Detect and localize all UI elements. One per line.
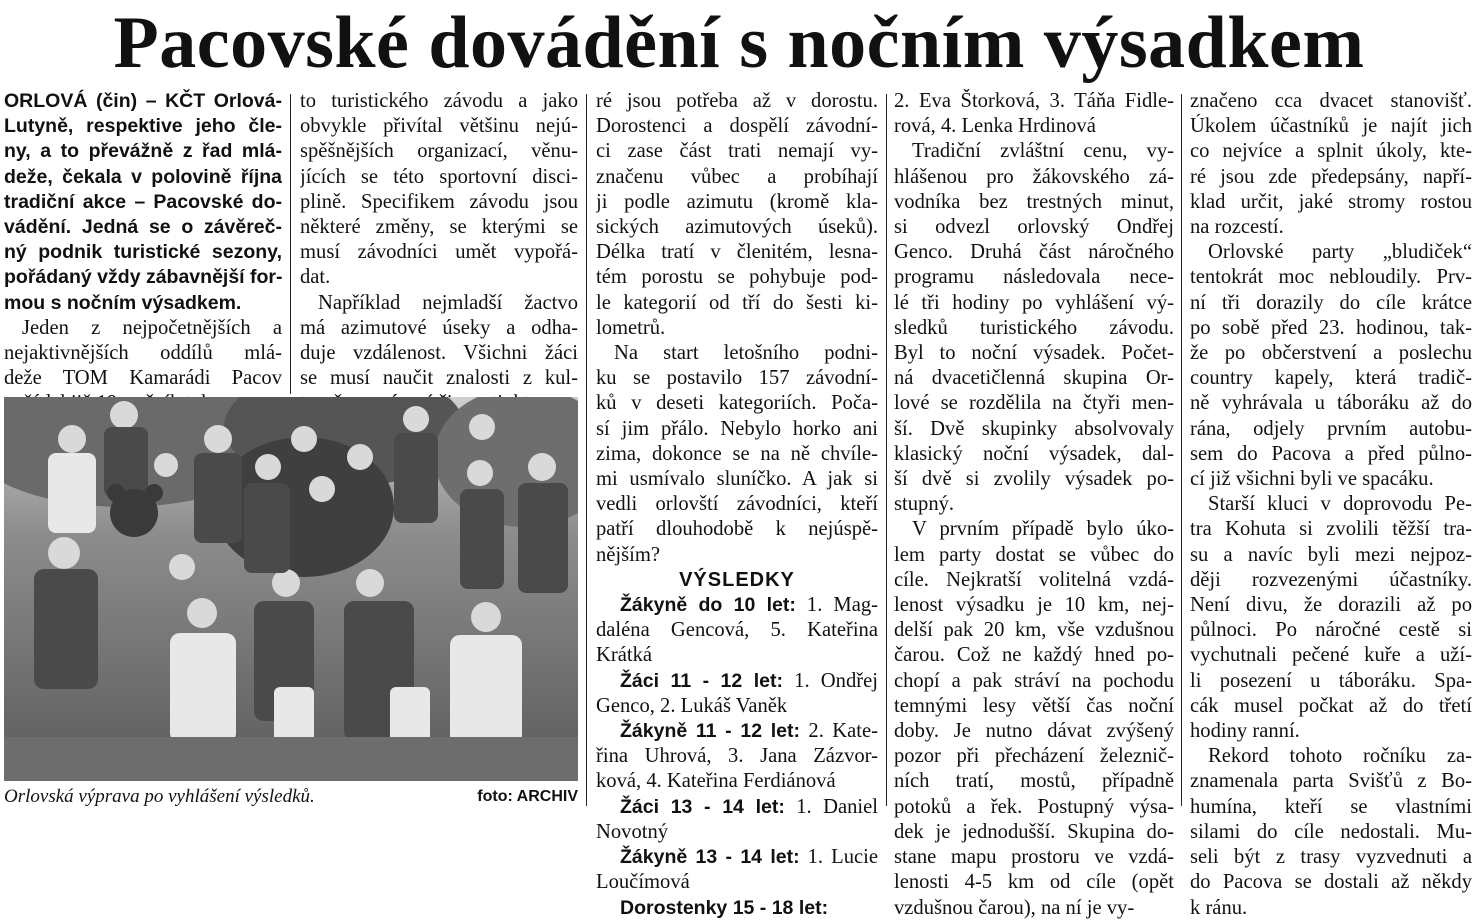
result-category: Žákyně do 10 let: — [620, 594, 796, 617]
text-line: Na start letošního podni- — [614, 342, 878, 365]
text-line: silami do cíle nedostali. Mu- — [1190, 820, 1472, 843]
column-rule — [886, 94, 887, 806]
text-line: le kategorií od tří do šesti ki- — [596, 291, 878, 314]
text-line: čarou. Což ne každý hned po- — [894, 644, 1174, 667]
text-line: do Pacova se dostali až někdy — [1190, 871, 1472, 894]
results-heading: VÝSLEDKY — [679, 568, 795, 591]
text-line: hodiny ranní. — [1190, 720, 1300, 743]
text-line: rána, odjely prvním autobu- — [1190, 417, 1472, 440]
text-line: lometrů. — [596, 316, 666, 339]
text-line: ci zase část trati nemají vy- — [596, 140, 878, 163]
text-line: rová, 4. Lenka Hrdinová — [894, 115, 1096, 138]
body-paragraph — [1190, 492, 1472, 744]
text-line: patří dlouhodobě k nejúspě- — [596, 518, 878, 541]
result-line — [596, 669, 878, 694]
text-line: Délka tratí v členitém, lesna- — [596, 241, 878, 264]
result-line — [596, 719, 878, 744]
result-category: Žákyně 11 - 12 let: — [620, 720, 800, 743]
result-category: Žákyně 13 - 14 let: — [620, 846, 800, 869]
text-line: Genco. Druhá část náročného — [894, 241, 1174, 264]
text-line: některé změny, se kterými se — [300, 216, 578, 239]
text-line: značeno cca dvacet stanovišť. — [1190, 90, 1472, 112]
text-line: hlášenou pro žákovského zá- — [894, 165, 1174, 188]
column-rule — [586, 94, 587, 806]
body-paragraph — [300, 89, 578, 291]
column-rule — [290, 94, 291, 394]
text-line: Jeden z nejpočetnějších a — [22, 316, 282, 339]
text-line: nejaktivnějších oddílů mlá- — [4, 342, 282, 365]
text-line: potoků a řek. Postupný výsa- — [894, 795, 1174, 818]
text-line: Tradiční zvláštní cenu, vy- — [912, 140, 1174, 163]
text-line: to turistického závodu a jako — [300, 90, 578, 112]
text-line: mi usmívalo sluníčko. A jak si — [596, 468, 878, 491]
text-line: sem do Pacova a před půlno- — [1190, 442, 1472, 465]
result-line — [596, 618, 878, 643]
text-line: Byl to noční výsadek. Počet- — [894, 342, 1174, 365]
text-line: ji podle azimutu (kromě kla- — [596, 190, 878, 213]
body-paragraph — [1190, 240, 1472, 492]
text-line: ré jsou potřeba až v dorostu. — [596, 90, 878, 112]
text-line: se musí naučit znalosti z kul- — [300, 367, 578, 390]
text-line: tentokrát moc nebloudily. Prv- — [1190, 266, 1472, 289]
text-line: vodníka bez trestných minut, — [894, 190, 1174, 213]
text-line: znamenala parta Svišťů z Bo- — [1190, 770, 1472, 793]
result-text: řina Uhrová, 3. Jana Zázvor- — [596, 745, 878, 768]
text-line: pozor při přecházení železnič- — [894, 745, 1174, 768]
text-line: vedli orlovští závodníci, kteří — [596, 493, 878, 516]
text-line: stane mapu prostoru ve vzdá- — [894, 846, 1174, 869]
column-1 — [4, 89, 282, 417]
result-text: Genco, 2. Lukáš Vaněk — [596, 694, 788, 717]
text-line: klad určit, jaké stromy rostou — [1190, 190, 1472, 213]
article-headline: Pacovské dovádění s nočním výsadkem — [113, 2, 1365, 84]
text-line: obvykle přivítal většinu nejú- — [300, 115, 578, 138]
text-line: li posezení u táboráku. Spa- — [1190, 669, 1472, 692]
text-line: k ránu. — [1190, 896, 1248, 919]
text-line: lové se rozdělila na čtyři men- — [894, 392, 1174, 415]
text-line: tra Kohuta si zvolili těžší tra- — [1190, 518, 1472, 541]
result-category: Žáci 13 - 14 let: — [620, 795, 785, 818]
text-line: country kapely, která tradič- — [1190, 367, 1472, 390]
text-line: lenost výsadku je 10 km, nej- — [894, 594, 1174, 617]
text-line: Úkolem účastníků je najít jich — [1190, 115, 1472, 138]
text-line: programu následovala nece- — [894, 266, 1174, 289]
text-line: ně vyhrávala u táboráku až do — [1190, 392, 1472, 415]
text-line: na rozcestí. — [1190, 216, 1284, 239]
text-line: ny, a to převážně z řad mlá- — [4, 140, 282, 163]
result-line — [596, 820, 878, 845]
result-text: 1. Lucie — [807, 846, 878, 869]
result-text: Loučímová — [596, 871, 690, 894]
result-line — [596, 870, 878, 895]
result-text: ková, 4. Kateřina Ferdiánová — [596, 770, 836, 793]
text-line: jících se této sportovní disci- — [300, 165, 578, 188]
text-line: temnými lesy větší čas noční — [894, 694, 1174, 717]
text-line: vádění. Jedná se o závěreč- — [4, 216, 282, 239]
text-line: seli být z trasy vyzvednuti a — [1190, 846, 1472, 869]
text-line: V prvním případě bylo úko- — [912, 518, 1174, 541]
text-line: 2. Eva Štorková, 3. Táňa Fidle- — [894, 90, 1174, 112]
body-paragraph — [596, 89, 878, 341]
result-line — [596, 896, 878, 921]
text-line: ná dvacetičlenná skupina Or- — [894, 367, 1174, 390]
body-paragraph — [1190, 89, 1472, 240]
text-line: značenu vůbec a probíhají — [596, 165, 878, 188]
text-line: Lutyně, respektive jeho čle- — [4, 115, 282, 138]
text-line: sledků turistického závodu. — [894, 316, 1174, 339]
text-line: po sobě před 23. hodinou, tak- — [1190, 316, 1472, 339]
text-line: delší pak 20 km, vše vzdušnou — [894, 619, 1174, 642]
text-line: ních tratí, mostů, případně — [894, 770, 1174, 793]
text-line: pořádaný vždy zábavnější for- — [4, 266, 282, 289]
text-line: Starší kluci v doprovodu Pe- — [1208, 493, 1472, 516]
text-line: půlnoci. Po náročné cestě si — [1190, 619, 1472, 642]
text-line: ORLOVÁ (čin) – KČT Orlová- — [4, 90, 282, 112]
result-line — [596, 593, 878, 618]
text-line: deže TOM Kamarádi Pacov — [4, 367, 282, 390]
text-line: ní tři dorazily do cíle krátce — [1190, 291, 1472, 314]
text-line: že po občerstvení a poslechu — [1190, 342, 1472, 365]
text-line: ší dvě si zvolily výsadek po- — [894, 468, 1174, 491]
text-line: sických azimutových úseků). — [596, 216, 878, 239]
text-line: lenosti 4-5 km od cíle (opět — [894, 871, 1174, 894]
result-text: Novotný — [596, 820, 669, 843]
text-line: Není divu, že dorazili až po — [1190, 594, 1472, 617]
text-line: ší. Dvě skupinky absolvovaly — [894, 417, 1174, 440]
text-line: zima, dokonce se na ně chvíle- — [596, 442, 878, 465]
text-line: chopí a pak stráví na pochodu — [894, 669, 1174, 692]
text-line: si odvezl orlovský Ondřej — [894, 216, 1174, 239]
body-paragraph — [596, 341, 878, 568]
text-line: sí jim přálo. Nebylo horko ani — [596, 417, 878, 440]
caption-text: Orlovská výprava po vyhlášení výsledků. — [4, 786, 315, 807]
text-line: ku se postavilo 157 závodní- — [596, 367, 878, 390]
text-line: má azimutové úseky a odha- — [300, 316, 578, 339]
text-line: cíle. Nejkratší volitelná vzdá- — [894, 568, 1174, 591]
result-text: 1. Ondřej — [794, 669, 878, 692]
result-line — [596, 795, 878, 820]
text-line: plině. Specifikem závodu jsou — [300, 190, 578, 213]
text-line: Například nejmladší žactvo — [318, 291, 578, 314]
result-line — [596, 643, 878, 668]
text-line: spěšnějších organizací, věnu- — [300, 140, 578, 163]
text-line: klasický noční výsadek, dal- — [894, 442, 1174, 465]
text-line: musí závodníci umět vypořá- — [300, 241, 578, 264]
column-5 — [1190, 89, 1472, 921]
text-line: Orlovské party „bludiček“ — [1208, 241, 1472, 264]
text-line: cí již všichni byli ve spacáku. — [1190, 468, 1434, 491]
text-line: doby. Je nutno dávat zvýšený — [894, 720, 1174, 743]
result-line — [596, 845, 878, 870]
text-line: duje vzdálenost. Všichni žáci — [300, 342, 578, 365]
body-paragraph — [894, 89, 1174, 139]
group-photo-image — [4, 397, 578, 781]
text-line: mou s nočním výsadkem. — [4, 291, 242, 314]
result-category: Dorostenky 15 - 18 let: — [620, 896, 829, 919]
column-2 — [300, 89, 578, 417]
text-line: humína, kteří se vlastními — [1190, 795, 1472, 818]
text-line: vzdušnou čarou), na ní je vy- — [894, 896, 1135, 919]
result-line — [596, 694, 878, 719]
photo-credit: foto: ARCHIV — [477, 788, 578, 805]
column-3 — [596, 89, 878, 921]
text-line: lé tři hodiny po vyhlášení vý- — [894, 291, 1174, 314]
column-rule — [1181, 94, 1182, 806]
text-line: nějším? — [596, 543, 661, 566]
article-photo — [4, 397, 578, 781]
text-line: ný podnik turistické sezony, — [4, 241, 282, 264]
lead-paragraph — [4, 89, 282, 316]
text-line: ků v deseti kategoriích. Poča- — [596, 392, 878, 415]
text-line: cák musel počkat až do třetí — [1190, 694, 1472, 717]
text-line: su a navíc byli mezi nejpoz- — [1190, 543, 1472, 566]
text-line: tém porostu se pohybuje pod- — [596, 266, 878, 289]
text-line: ději rozvezenými účastníky. — [1190, 568, 1472, 591]
text-line: co nejvíce a splnit úkoly, kte- — [1190, 140, 1472, 163]
text-line: deže, čekala v polovině října — [4, 165, 282, 188]
text-line: ré jsou zde předepsány, napří- — [1190, 165, 1472, 188]
text-line: Dorostenci a dospělí závodní- — [596, 115, 878, 138]
column-4 — [894, 89, 1174, 921]
result-line — [596, 744, 878, 769]
result-text: Krátká — [596, 644, 653, 667]
text-line: lem party dostat se vůbec do — [894, 543, 1174, 566]
result-text: 1. Daniel — [796, 795, 878, 818]
result-text: 1. Mag- — [806, 594, 878, 617]
body-paragraph — [894, 517, 1174, 920]
body-paragraph — [1190, 744, 1472, 920]
results-list — [596, 593, 878, 921]
text-line: dek je jednodušší. Skupina do- — [894, 820, 1174, 843]
text-line: Rekord tohoto ročníku za- — [1208, 745, 1472, 768]
text-line: vychutnali pečené kuře a uží- — [1190, 644, 1472, 667]
body-paragraph — [894, 139, 1174, 517]
text-line: stupný. — [894, 493, 955, 516]
result-category: Žáci 11 - 12 let: — [620, 669, 783, 692]
result-text: daléna Gencová, 5. Kateřina — [596, 619, 878, 642]
text-line: tradiční akce – Pacovské do- — [4, 190, 282, 213]
result-line — [596, 769, 878, 794]
text-line: dat. — [300, 266, 331, 289]
result-text: 2. Kate- — [808, 720, 878, 743]
photo-caption — [4, 785, 578, 809]
